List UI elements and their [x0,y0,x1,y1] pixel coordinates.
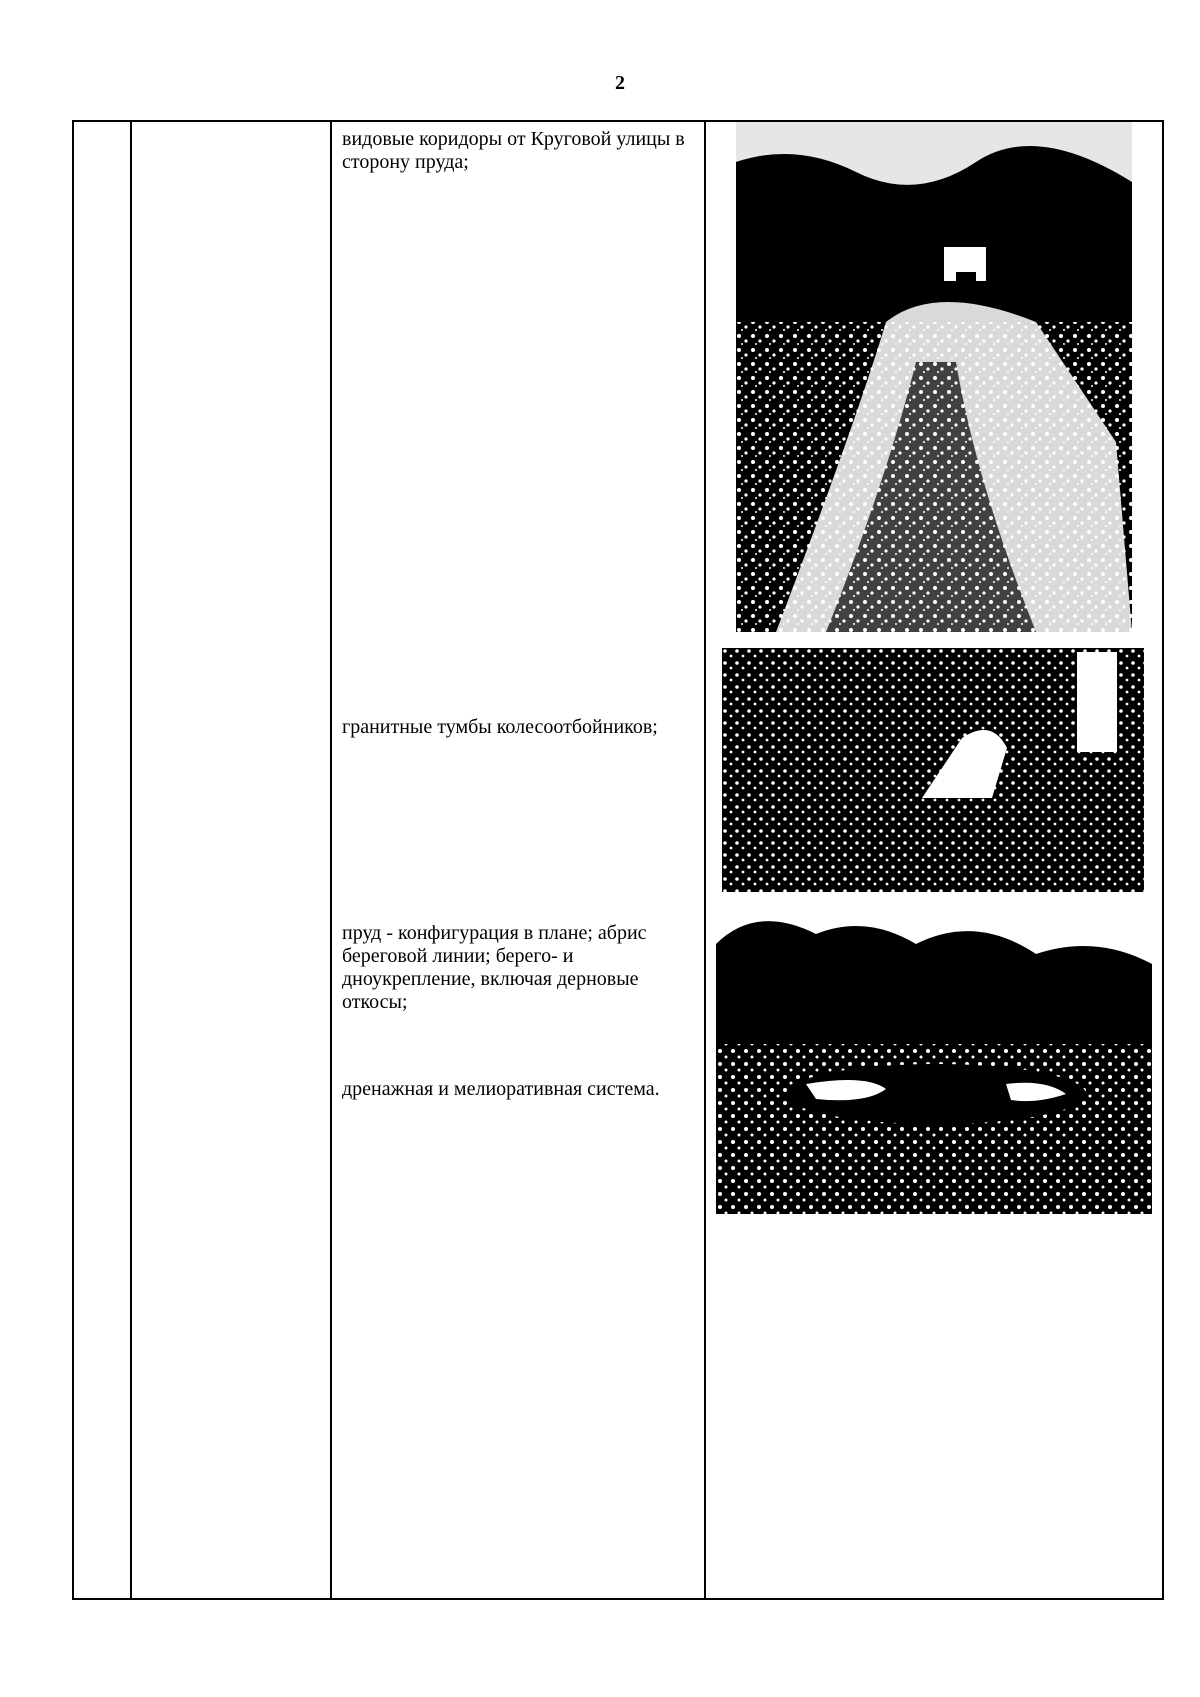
path-to-pond-photo [736,122,1132,632]
item-pond-configuration: пруд - конфигурация в плане; абрис береговой линии; берего- и дноукрепление, включая дерновые откосы; [342,922,647,1013]
document-table [72,120,1164,1600]
pond-photo [716,904,1152,1214]
granite-wheel-guard-photo [722,648,1144,892]
column-divider-2 [330,122,332,1598]
column-divider-1 [130,122,132,1598]
page-number: 2 [615,72,625,94]
item-view-corridors: видовые коридоры от Круговой улицы в сторону пруда; [342,128,685,173]
item-drainage-system: дренажная и мелиоративная система. [342,1078,660,1100]
column-divider-3 [704,122,706,1598]
item-granite-bollards: гранитные тумбы колесоотбойников; [342,716,658,738]
